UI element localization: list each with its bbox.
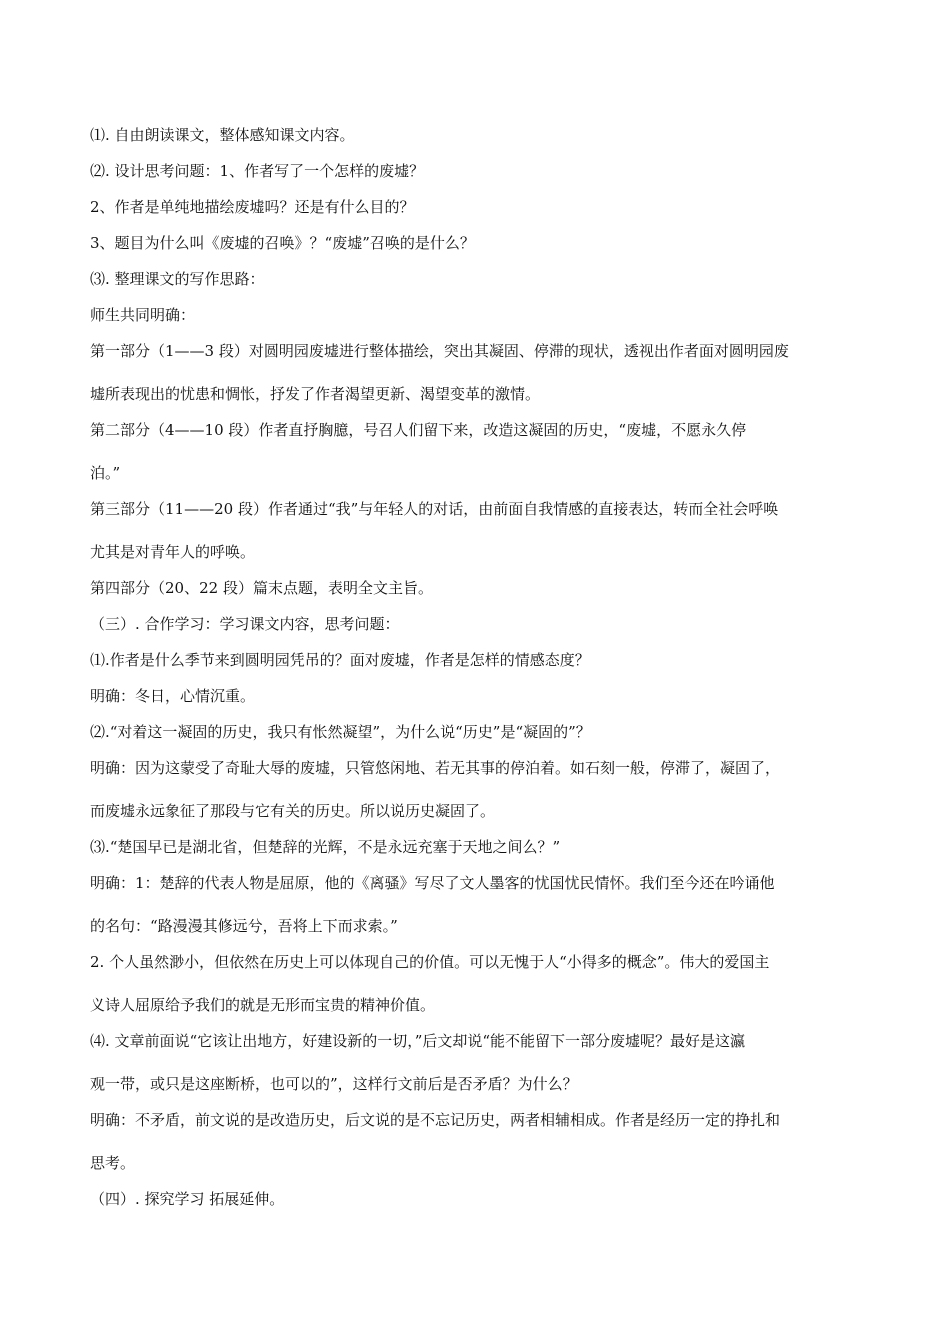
q4-contradiction-line-2: 观一带，或只是这座断桥，也可以的”，这样行文前后是否矛盾？为什么？: [90, 1075, 578, 1093]
step-3-outline: ⑶. 整理课文的写作思路：: [90, 270, 265, 288]
clarify-heading: 师生共同明确：: [90, 306, 196, 324]
part-3-line-2: 尤其是对青年人的呼唤。: [90, 543, 256, 561]
question-3: 3、题目为什么叫《废墟的召唤》？“废墟”召唤的是什么？: [90, 234, 475, 252]
step-1-read-aloud: ⑴. 自由朗读课文，整体感知课文内容。: [90, 126, 355, 144]
a4-answer-line-1: 明确：不矛盾，前文说的是改造历史，后文说的是不忘记历史，两者相辅相成。作者是经历一定的挣扎和: [90, 1111, 781, 1129]
section-3-heading: （三）. 合作学习：学习课文内容，思考问题：: [90, 615, 400, 633]
a2-answer-line-1: 明确：因为这蒙受了奇耻大辱的废墟，只管悠闲地、若无其事的停泊着。如石刻一般，停滞了，凝固了，: [90, 759, 781, 777]
part-1-line-1: 第一部分（1——3 段）对圆明园废墟进行整体描绘，突出其凝固、停滞的现状，透视出作者面对圆明园废: [90, 342, 789, 360]
part-1-line-2: 墟所表现出的忧患和惆怅，抒发了作者渴望更新、渴望变革的激情。: [90, 385, 541, 403]
q2-history: ⑵.“对着这一凝固的历史，我只有怅然凝望”，为什么说“历史”是“凝固的”？: [90, 723, 591, 741]
a4-answer-line-2: 思考。: [90, 1154, 136, 1172]
a3-answer-line-1: 明确：1：楚辞的代表人物是屈原，他的《离骚》写尽了文人墨客的忧国忧民情怀。我们至今还在吟诵他: [90, 874, 775, 892]
part-2-line-2: 泊。”: [90, 464, 121, 482]
part-2-line-1: 第二部分（4——10 段）作者直抒胸臆，号召人们留下来，改造这凝固的历史，“废墟，不愿永久停: [90, 421, 747, 439]
q4-contradiction-line-1: ⑷. 文章前面说“它该让出地方，好建设新的一切，”后文却说“能不能留下一部分废墟呢？最好是这瀛: [90, 1032, 746, 1050]
section-4-heading: （四）. 探究学习 拓展延伸。: [90, 1190, 285, 1208]
q3-chu: ⑶.“楚国早已是湖北省，但楚辞的光辉，不是永远充塞于天地之间么？”: [90, 838, 561, 856]
question-2: 2、作者是单纯地描绘废墟吗？还是有什么目的？: [90, 198, 415, 216]
a3-point-2-line-2: 义诗人屈原给予我们的就是无形而宝贵的精神价值。: [90, 996, 436, 1014]
a3-point-2-line-1: 2. 个人虽然渺小，但依然在历史上可以体现自己的价值。可以无愧于人“小得多的概念”。伟大的爱国主: [90, 953, 770, 971]
document-body: [90, 124, 865, 1210]
part-4: 第四部分（20、22 段）篇末点题，表明全文主旨。: [90, 579, 433, 597]
part-3-line-1: 第三部分（11——20 段）作者通过“我”与年轻人的对话，由前面自我情感的直接表达，转而全社会呼唤: [90, 500, 779, 518]
step-2-questions: ⑵. 设计思考问题：1、作者写了一个怎样的废墟？: [90, 162, 425, 180]
a2-answer-line-2: 而废墟永远象征了那段与它有关的历史。所以说历史凝固了。: [90, 802, 496, 820]
a1-answer: 明确：冬日，心情沉重。: [90, 687, 256, 705]
a3-answer-line-2: 的名句：“路漫漫其修远兮，吾将上下而求索。”: [90, 917, 398, 935]
q1-season: ⑴.作者是什么季节来到圆明园凭吊的？面对废墟，作者是怎样的情感态度？: [90, 651, 590, 669]
